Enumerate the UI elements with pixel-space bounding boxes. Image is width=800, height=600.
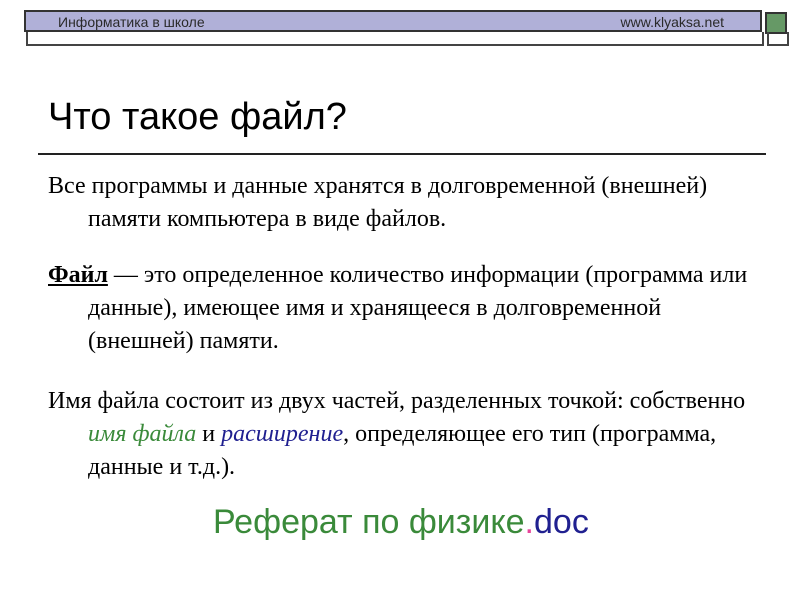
example-dot: .	[524, 503, 534, 541]
slide-title: Что такое файл?	[48, 96, 347, 138]
paragraph-storage	[48, 170, 768, 236]
extension-term: расширение	[221, 421, 344, 447]
title-divider	[38, 153, 766, 155]
filename-text-before: Имя файла состоит из двух частей, разделенных точкой: собственно	[48, 388, 746, 414]
header-frame	[26, 32, 764, 46]
header-site-title: Информатика в школе	[58, 14, 205, 30]
paragraph-definition	[48, 259, 768, 358]
example-filename	[213, 503, 589, 542]
file-term: Файл	[48, 262, 108, 288]
example-name: Реферат по физике	[213, 503, 525, 541]
filename-text-middle: и	[196, 421, 222, 447]
example-extension: doc	[534, 503, 589, 541]
paragraph-definition-text	[48, 259, 768, 358]
corner-box-frame	[767, 32, 789, 46]
paragraph-storage-text: Все программы и данные хранятся в долговременной (внешней) памяти компьютера в виде файлов.	[48, 173, 708, 232]
filename-text-after: , определяющее его тип (программа, данные и т.д.).	[88, 421, 717, 480]
paragraph-filename-text	[48, 385, 768, 484]
header-site-url: www.klyaksa.net	[620, 14, 724, 30]
corner-box-icon	[765, 12, 787, 34]
filename-term: имя файла	[88, 421, 197, 447]
header-bar	[24, 10, 762, 32]
file-definition: — это определенное количество информации (программа или данные), имеющее имя и хранящееся в долговременной (внешней) памяти.	[88, 262, 748, 354]
paragraph-filename	[48, 385, 768, 484]
